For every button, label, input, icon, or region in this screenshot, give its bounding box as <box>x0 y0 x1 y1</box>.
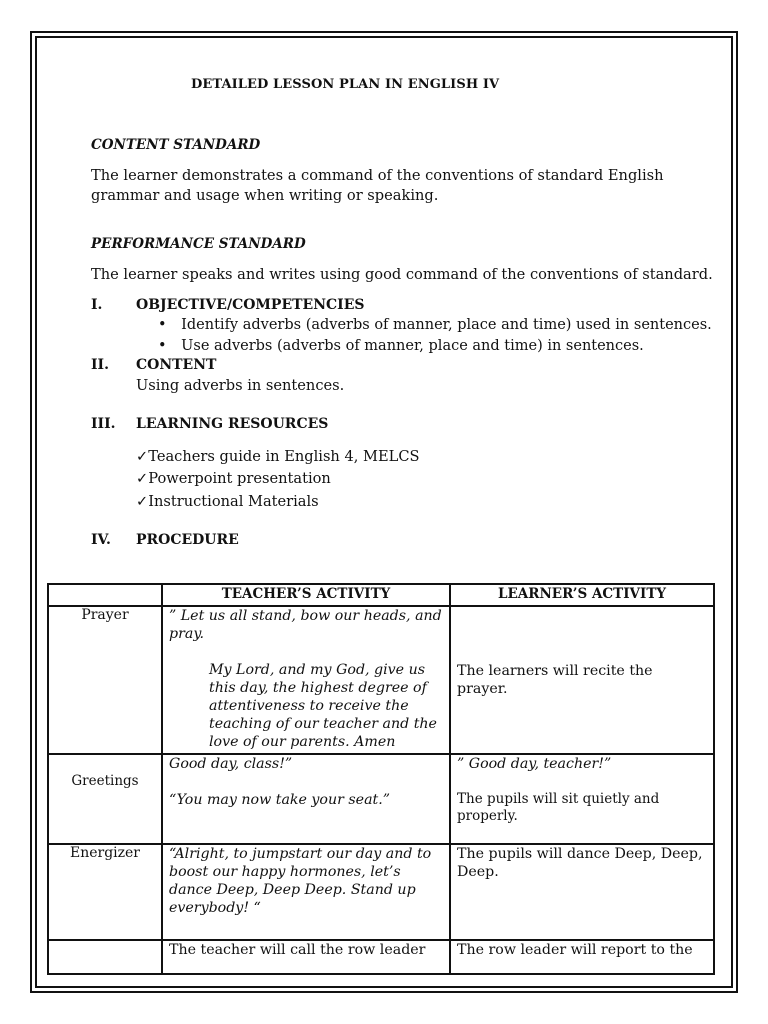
row-label-prayer: Prayer <box>48 606 162 754</box>
procedure-table <box>47 583 715 975</box>
header-teacher-activity: TEACHER’S ACTIVITY <box>162 584 450 606</box>
row-label-greetings <box>48 754 162 844</box>
row-label-empty <box>48 940 162 974</box>
row-label-energizer: Energizer <box>48 844 162 940</box>
bullet-icon: • <box>158 338 167 354</box>
greetings-teacher-line1: Good day, class!” <box>169 756 293 772</box>
prayer-teacher-cell <box>162 606 450 754</box>
objective-item <box>158 338 644 354</box>
last-row-teacher-cell: The teacher will call the row leader <box>162 940 450 974</box>
table-row-attendance <box>48 940 714 974</box>
content-text: Using adverbs in sentences. <box>136 377 345 394</box>
table-row-prayer <box>48 606 714 754</box>
section-numeral-1: I. <box>91 297 103 313</box>
resource-item: ✓Powerpoint presentation <box>136 470 331 487</box>
resource-item: ✓Teachers guide in English 4, MELCS <box>136 448 420 465</box>
prayer-teacher-intro: ” Let us all stand, bow our heads, and pray. <box>169 608 442 642</box>
section-title-procedure: PROCEDURE <box>136 532 239 548</box>
resource-item: ✓Instructional Materials <box>136 493 319 510</box>
row-label-greetings-text: Greetings <box>71 773 139 789</box>
last-row-learner-cell: The row leader will report to the <box>450 940 714 974</box>
section-numeral-3: III. <box>91 416 116 432</box>
section-title-objectives: OBJECTIVE/COMPETENCIES <box>136 297 365 313</box>
greetings-learner-line1: ” Good day, teacher!” <box>457 756 612 772</box>
content-standard-line1: The learner demonstrates a command of the conventions of standard English <box>91 167 664 184</box>
greetings-teacher-cell <box>162 754 450 844</box>
greetings-teacher-line2: “You may now take your seat.” <box>169 792 390 808</box>
objective-item <box>158 317 712 333</box>
document-title: DETAILED LESSON PLAN IN ENGLISH IV <box>191 77 500 92</box>
performance-standard-text: The learner speaks and writes using good command of the conventions of standard. <box>91 266 713 283</box>
section-numeral-2: II. <box>91 357 109 373</box>
performance-standard-heading: PERFORMANCE STANDARD <box>91 236 306 252</box>
table-header-row <box>48 584 714 606</box>
table-row-greetings <box>48 754 714 844</box>
greetings-learner-cell <box>450 754 714 844</box>
prayer-text: My Lord, and my God, give us this day, the highest degree of attentiveness to receive the teaching of our teacher and the love of our parents. Amen <box>209 662 437 750</box>
section-title-resources: LEARNING RESOURCES <box>136 416 329 432</box>
section-title-content: CONTENT <box>136 357 217 373</box>
objective-text: Use adverbs (adverbs of manner, place and time) in sentences. <box>181 338 644 354</box>
objective-text: Identify adverbs (adverbs of manner, place and time) used in sentences. <box>181 317 712 333</box>
table-row-energizer <box>48 844 714 940</box>
section-numeral-4: IV. <box>91 532 111 548</box>
energizer-teacher-cell: “Alright, to jumpstart our day and to boost our happy hormones, let’s dance Deep, Deep Deep. Stand up everybody! “ <box>162 844 450 940</box>
bullet-icon: • <box>158 317 167 333</box>
header-empty <box>48 584 162 606</box>
greetings-learner-line2: The pupils will sit quietly and properly. <box>457 791 660 824</box>
content-standard-heading: CONTENT STANDARD <box>91 137 261 153</box>
content-standard-line2: grammar and usage when writing or speaking. <box>91 187 439 204</box>
energizer-learner-cell: The pupils will dance Deep, Deep, Deep. <box>450 844 714 940</box>
prayer-learner-cell: The learners will recite the prayer. <box>450 606 714 754</box>
header-learner-activity: LEARNER’S ACTIVITY <box>450 584 714 606</box>
